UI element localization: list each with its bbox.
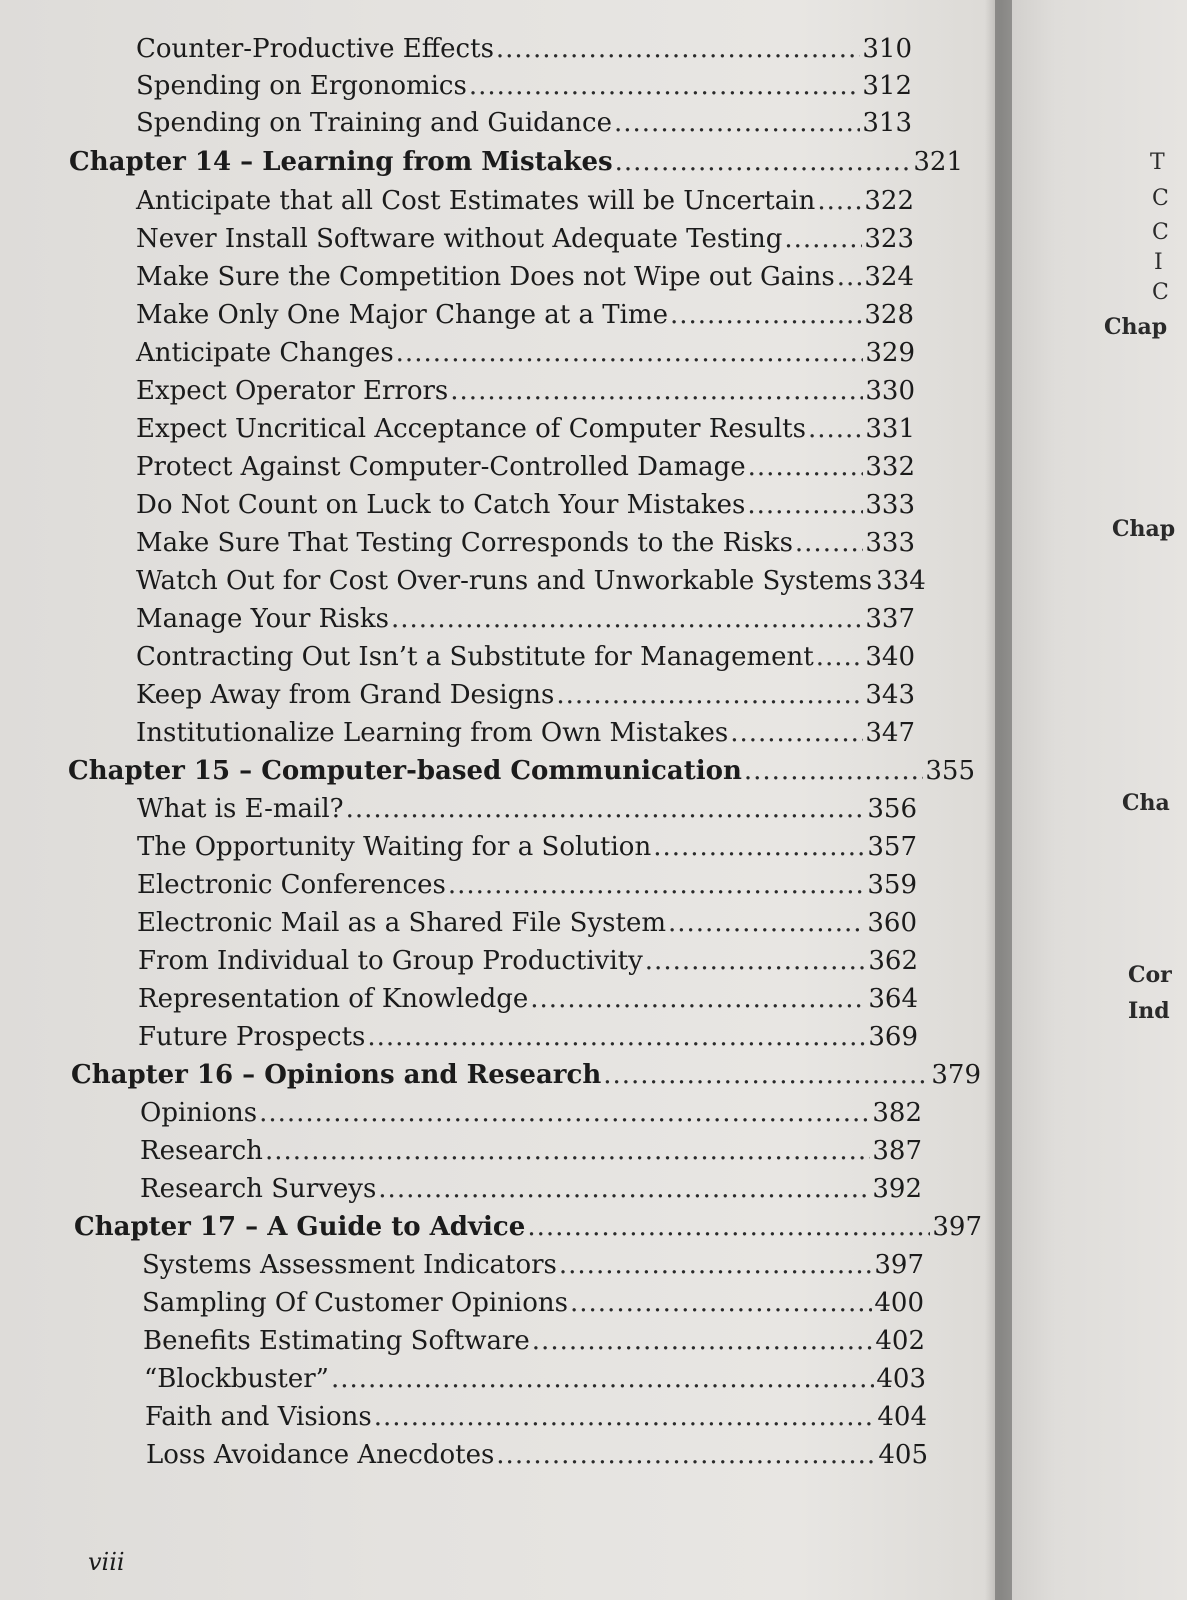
toc-entry-title: Keep Away from Grand Designs [136, 680, 555, 710]
toc-entry-page: 402 [875, 1326, 925, 1356]
toc-entry [143, 1326, 925, 1356]
toc-entry [144, 1364, 926, 1394]
toc-entry-page: 340 [865, 642, 915, 672]
right-page-fragment: C [1152, 280, 1169, 305]
toc-entry-page: 330 [865, 376, 915, 406]
leader-dots [837, 262, 863, 292]
leader-dots [730, 718, 863, 748]
leader-dots [346, 794, 866, 824]
right-page-fragment: Ind [1128, 998, 1170, 1024]
toc-entry [142, 1250, 924, 1280]
toc-entry-title: From Individual to Group Productivity [138, 946, 643, 976]
leader-dots [367, 1022, 866, 1052]
toc-entry-title: Anticipate that all Cost Estimates will be Uncertain [136, 186, 816, 216]
toc-entry-page: 322 [864, 186, 914, 216]
toc-entry-page: 331 [865, 414, 915, 444]
toc-chapter [68, 756, 975, 786]
toc-entry-title: Future Prospects [138, 1022, 366, 1052]
toc-chapter [71, 1060, 981, 1090]
toc-entry [136, 414, 915, 444]
toc-entry-page: 324 [864, 262, 914, 292]
toc-entry [137, 870, 917, 900]
toc-entry [146, 1440, 928, 1470]
leader-dots [378, 1174, 870, 1204]
toc-entry [136, 108, 912, 138]
toc-chapter-title: Chapter 16 – Opinions and Research [71, 1060, 602, 1090]
toc-entry [145, 1402, 927, 1432]
toc-entry [136, 376, 915, 406]
toc-entry-page: 387 [872, 1136, 922, 1166]
toc-entry-page: 405 [878, 1440, 928, 1470]
toc-entry-title: Anticipate Changes [136, 338, 394, 368]
toc-entry-title: Systems Assessment Indicators [142, 1250, 557, 1280]
leader-dots [614, 108, 860, 138]
toc-entry-title: Manage Your Risks [136, 604, 389, 634]
toc-entry-page: 403 [876, 1364, 926, 1394]
right-page-fragment: C [1152, 220, 1169, 245]
toc-chapter-page: 355 [925, 756, 975, 786]
toc-entry-title: Expect Uncritical Acceptance of Computer Results [136, 414, 806, 444]
leader-dots [396, 338, 864, 368]
toc-entry [138, 946, 918, 976]
toc-chapter-page: 321 [913, 147, 963, 177]
leader-dots [559, 1250, 872, 1280]
leader-dots [496, 1440, 876, 1470]
leader-dots [744, 756, 923, 786]
leader-dots [795, 528, 863, 558]
toc-entry [136, 262, 914, 292]
right-page-fragment: Cha [1122, 790, 1170, 816]
toc-entry-page: 332 [865, 452, 915, 482]
toc-entry-page: 337 [865, 604, 915, 634]
toc-entry [142, 1288, 924, 1318]
toc-entry-title: What is E-mail? [137, 794, 344, 824]
toc-entry-page: 357 [867, 832, 917, 862]
toc-entry [136, 300, 914, 330]
toc-entry-page: 328 [864, 300, 914, 330]
toc-chapter [69, 147, 963, 177]
toc-entry [136, 604, 915, 634]
leader-dots [450, 376, 863, 406]
toc-entry-page: 364 [868, 984, 918, 1014]
toc-entry [138, 1022, 918, 1052]
leader-dots [259, 1098, 870, 1128]
toc-entry-title: Contracting Out Isn’t a Substitute for Management [136, 642, 814, 672]
toc-entry-page: 359 [867, 870, 917, 900]
toc-chapter-title: Chapter 15 – Computer-based Communication [68, 756, 742, 786]
toc-entry [136, 186, 914, 216]
leader-dots [469, 71, 861, 101]
toc-entry-page: 329 [865, 338, 915, 368]
toc-entry [136, 566, 926, 596]
toc-entry-title: Institutionalize Learning from Own Mistakes [136, 718, 729, 748]
toc-entry [136, 452, 915, 482]
leader-dots [331, 1364, 874, 1394]
toc-entry-page: 333 [865, 528, 915, 558]
leader-dots [784, 224, 862, 254]
leader-dots [496, 34, 860, 64]
toc-entry-title: Make Sure That Testing Corresponds to the Risks [136, 528, 793, 558]
toc-entry [136, 34, 912, 64]
toc-chapter-page: 397 [932, 1212, 982, 1242]
right-page-fragment: Chap [1104, 314, 1168, 340]
toc-entry-page: 310 [862, 34, 912, 64]
right-page-fragment: Cor [1128, 962, 1172, 988]
toc-chapter-title: Chapter 14 – Learning from Mistakes [69, 147, 613, 177]
leader-dots [668, 908, 865, 938]
leader-dots [530, 984, 866, 1014]
toc-entry-page: 360 [867, 908, 917, 938]
toc-entry-title: Research Surveys [140, 1174, 377, 1204]
toc-entry-page: 343 [865, 680, 915, 710]
leader-dots [653, 832, 865, 862]
toc-entry-title: Spending on Ergonomics [136, 71, 467, 101]
leader-dots [532, 1326, 874, 1356]
toc-entry [140, 1136, 922, 1166]
toc-entry-page: 334 [876, 566, 926, 596]
toc-entry-title: Opinions [140, 1098, 258, 1128]
toc-entry-page: 313 [862, 108, 912, 138]
toc-entry [137, 794, 917, 824]
toc-entry [136, 642, 915, 672]
toc-entry-title: Do Not Count on Luck to Catch Your Mistakes [136, 490, 746, 520]
leader-dots [448, 870, 866, 900]
toc-entry [136, 224, 914, 254]
leader-dots [615, 147, 912, 177]
leader-dots [747, 490, 863, 520]
toc-entry-page: 392 [872, 1174, 922, 1204]
toc-entry [137, 832, 917, 862]
toc-entry [136, 338, 915, 368]
toc-entry-page: 323 [864, 224, 914, 254]
toc-entry-title: Loss Avoidance Anecdotes [146, 1440, 495, 1470]
toc-entry-title: Research [140, 1136, 263, 1166]
leader-dots [556, 680, 863, 710]
toc-entry-page: 347 [865, 718, 915, 748]
leader-dots [265, 1136, 870, 1166]
toc-chapter-title: Chapter 17 – A Guide to Advice [74, 1212, 526, 1242]
toc-entry-page: 356 [867, 794, 917, 824]
toc-entry-title: The Opportunity Waiting for a Solution [137, 832, 652, 862]
toc-chapter-page: 379 [931, 1060, 981, 1090]
leader-dots [391, 604, 863, 634]
right-page-fragment: T [1150, 150, 1165, 175]
toc-entry [136, 718, 915, 748]
toc-entry [140, 1174, 922, 1204]
toc-entry-title: Make Only One Major Change at a Time [136, 300, 668, 330]
toc-entry-title: Spending on Training and Guidance [136, 108, 612, 138]
leader-dots [816, 642, 864, 672]
toc-entry-title: Never Install Software without Adequate Testing [136, 224, 783, 254]
toc-entry-page: 397 [874, 1250, 924, 1280]
toc-entry-title: “Blockbuster” [144, 1364, 329, 1394]
toc-chapter [74, 1212, 982, 1242]
leader-dots [817, 186, 862, 216]
toc-entry [138, 984, 918, 1014]
page-folio: viii [88, 1548, 125, 1576]
toc-entry-title: Counter-Productive Effects [136, 34, 494, 64]
toc-entry-page: 404 [877, 1402, 927, 1432]
toc-entry-title: Benefits Estimating Software [143, 1326, 530, 1356]
toc-entry-page: 400 [874, 1288, 924, 1318]
toc-entry-title: Electronic Mail as a Shared File System [137, 908, 666, 938]
leader-dots [527, 1212, 930, 1242]
toc-entry-title: Faith and Visions [145, 1402, 372, 1432]
leader-dots [808, 414, 863, 444]
toc-entry-title: Sampling Of Customer Opinions [142, 1288, 568, 1318]
toc-entry-title: Make Sure the Competition Does not Wipe out Gains [136, 262, 835, 292]
toc-entry-page: 312 [862, 71, 912, 101]
toc-entry-title: Watch Out for Cost Over-runs and Unworkable Systems [136, 566, 873, 596]
toc-entry [136, 680, 915, 710]
toc-entry-title: Expect Operator Errors [136, 376, 449, 406]
right-page-fragment: I [1154, 250, 1163, 275]
right-page [1012, 0, 1187, 1600]
toc-entry-title: Protect Against Computer-Controlled Damage [136, 452, 746, 482]
toc-entry [140, 1098, 922, 1128]
leader-dots [670, 300, 862, 330]
leader-dots [748, 452, 864, 482]
leader-dots [645, 946, 867, 976]
toc-entry-title: Electronic Conferences [137, 870, 446, 900]
right-page-fragment: Chap [1112, 516, 1176, 542]
toc-entry [136, 528, 915, 558]
right-page-fragment: C [1152, 186, 1169, 211]
toc-entry-title: Representation of Knowledge [138, 984, 529, 1014]
toc-entry-page: 333 [865, 490, 915, 520]
toc-entry [136, 71, 912, 101]
leader-dots [603, 1060, 929, 1090]
leader-dots [374, 1402, 876, 1432]
toc-entry [136, 490, 915, 520]
leader-dots [570, 1288, 872, 1318]
toc-entry [137, 908, 917, 938]
toc-entry-page: 362 [868, 946, 918, 976]
toc-entry-page: 369 [868, 1022, 918, 1052]
toc-entry-page: 382 [872, 1098, 922, 1128]
